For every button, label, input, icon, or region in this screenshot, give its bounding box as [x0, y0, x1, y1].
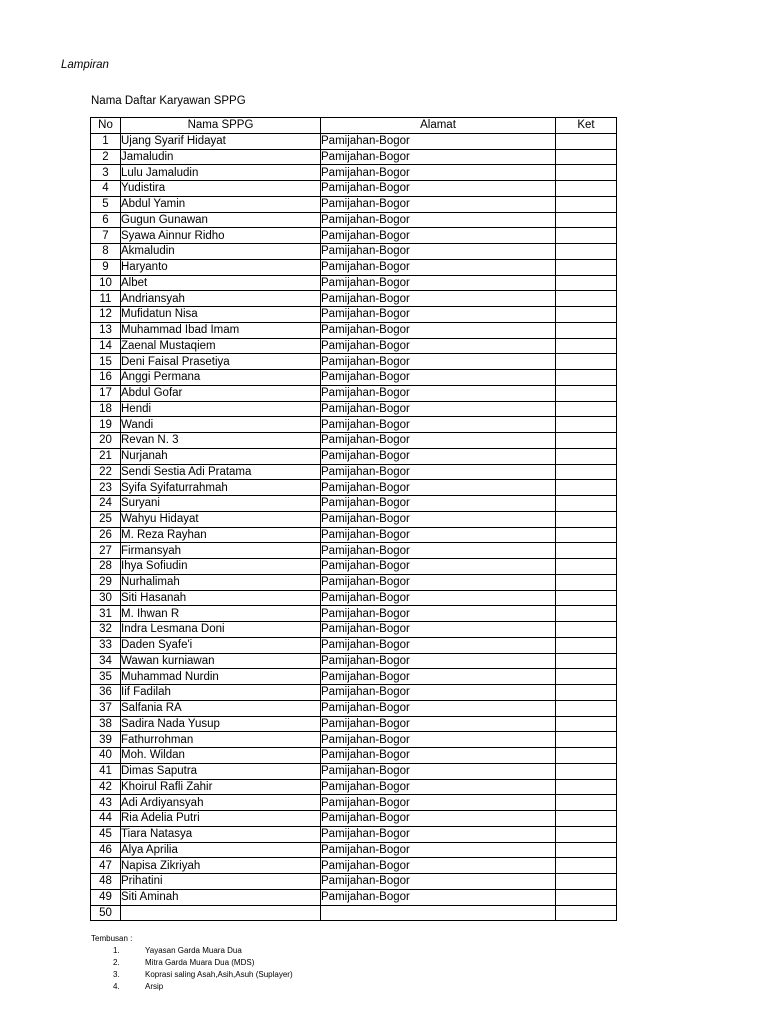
- tembusan-item: [91, 957, 293, 969]
- cell-no: 35: [91, 669, 121, 685]
- cell-no: 38: [91, 716, 121, 732]
- cell-address: Pamijahan-Bogor: [321, 732, 556, 748]
- cell-address: Pamijahan-Bogor: [321, 826, 556, 842]
- cell-address: Pamijahan-Bogor: [321, 590, 556, 606]
- table-row: [91, 259, 617, 275]
- cell-no: 32: [91, 622, 121, 638]
- table-row: [91, 165, 617, 181]
- cell-name: Sendi Sestia Adi Pratama: [121, 464, 321, 480]
- cell-name: Wandi: [121, 417, 321, 433]
- cell-address: Pamijahan-Bogor: [321, 370, 556, 386]
- cell-ket: [556, 811, 617, 827]
- table-row: [91, 622, 617, 638]
- cell-ket: [556, 559, 617, 575]
- cell-address: Pamijahan-Bogor: [321, 606, 556, 622]
- cell-no: 37: [91, 700, 121, 716]
- cell-address: Pamijahan-Bogor: [321, 511, 556, 527]
- column-header-name: Nama SPPG: [121, 118, 321, 134]
- cell-name: Dimas Saputra: [121, 763, 321, 779]
- cell-name: Lulu Jamaludin: [121, 165, 321, 181]
- cell-no: 9: [91, 259, 121, 275]
- cell-ket: [556, 196, 617, 212]
- cell-ket: [556, 244, 617, 260]
- cell-ket: [556, 716, 617, 732]
- cell-ket: [556, 133, 617, 149]
- cell-ket: [556, 669, 617, 685]
- cell-no: 7: [91, 228, 121, 244]
- cell-name: Daden Syafe'i: [121, 637, 321, 653]
- cell-no: 43: [91, 795, 121, 811]
- cell-ket: [556, 401, 617, 417]
- cell-no: 42: [91, 779, 121, 795]
- cell-address: Pamijahan-Bogor: [321, 322, 556, 338]
- cell-no: 33: [91, 637, 121, 653]
- cell-address: Pamijahan-Bogor: [321, 433, 556, 449]
- cell-name: Muhammad Nurdin: [121, 669, 321, 685]
- cell-address: Pamijahan-Bogor: [321, 779, 556, 795]
- cell-no: 12: [91, 307, 121, 323]
- cell-name: Syifa Syifaturrahmah: [121, 480, 321, 496]
- table-row: [91, 149, 617, 165]
- table-header-row: [91, 118, 617, 134]
- table-row: [91, 385, 617, 401]
- cell-no: 48: [91, 874, 121, 890]
- cell-name: Nurhalimah: [121, 574, 321, 590]
- cell-address: Pamijahan-Bogor: [321, 212, 556, 228]
- cell-no: 41: [91, 763, 121, 779]
- cell-no: 1: [91, 133, 121, 149]
- cell-name: Alya Aprilia: [121, 842, 321, 858]
- cell-ket: [556, 181, 617, 197]
- table-row: [91, 874, 617, 890]
- cell-no: 23: [91, 480, 121, 496]
- cell-name: Nurjanah: [121, 448, 321, 464]
- cell-address: Pamijahan-Bogor: [321, 622, 556, 638]
- cell-no: 15: [91, 354, 121, 370]
- table-row: [91, 307, 617, 323]
- cell-ket: [556, 826, 617, 842]
- table-row: [91, 858, 617, 874]
- table-row: [91, 889, 617, 905]
- cell-ket: [556, 748, 617, 764]
- cell-address: Pamijahan-Bogor: [321, 196, 556, 212]
- cell-ket: [556, 275, 617, 291]
- cell-address: Pamijahan-Bogor: [321, 417, 556, 433]
- table-row: [91, 543, 617, 559]
- table-row: [91, 244, 617, 260]
- cell-name: Haryanto: [121, 259, 321, 275]
- column-header-ket: Ket: [556, 118, 617, 134]
- cell-address: Pamijahan-Bogor: [321, 275, 556, 291]
- cell-ket: [556, 480, 617, 496]
- cell-name: Moh. Wildan: [121, 748, 321, 764]
- tembusan-item-text: Yayasan Garda Muara Dua: [145, 946, 242, 955]
- table-row: [91, 291, 617, 307]
- tembusan-item-number: 1.: [113, 946, 120, 955]
- cell-no: 26: [91, 527, 121, 543]
- cell-address: Pamijahan-Bogor: [321, 133, 556, 149]
- cell-ket: [556, 307, 617, 323]
- cell-name: Revan N. 3: [121, 433, 321, 449]
- cell-no: 16: [91, 370, 121, 386]
- table-row: [91, 685, 617, 701]
- tembusan-item-number: 2.: [113, 958, 120, 967]
- cell-address: Pamijahan-Bogor: [321, 448, 556, 464]
- cell-address: Pamijahan-Bogor: [321, 811, 556, 827]
- cell-ket: [556, 511, 617, 527]
- table-row: [91, 133, 617, 149]
- cell-address: Pamijahan-Bogor: [321, 527, 556, 543]
- table-row: [91, 732, 617, 748]
- cell-address: Pamijahan-Bogor: [321, 496, 556, 512]
- cell-ket: [556, 417, 617, 433]
- cell-name: Ujang Syarif Hidayat: [121, 133, 321, 149]
- table-row: [91, 795, 617, 811]
- table-row: [91, 590, 617, 606]
- cell-ket: [556, 259, 617, 275]
- cell-address: Pamijahan-Bogor: [321, 228, 556, 244]
- cell-no: 22: [91, 464, 121, 480]
- cell-address: Pamijahan-Bogor: [321, 181, 556, 197]
- cell-no: 11: [91, 291, 121, 307]
- cell-name: Deni Faisal Prasetiya: [121, 354, 321, 370]
- cell-name: Siti Hasanah: [121, 590, 321, 606]
- cell-ket: [556, 496, 617, 512]
- cell-name: Muhammad Ibad Imam: [121, 322, 321, 338]
- table-row: [91, 338, 617, 354]
- cell-name: Prihatini: [121, 874, 321, 890]
- cell-ket: [556, 685, 617, 701]
- cell-ket: [556, 905, 617, 921]
- cell-name: Iif Fadilah: [121, 685, 321, 701]
- cell-no: 18: [91, 401, 121, 417]
- cell-ket: [556, 763, 617, 779]
- cell-no: 36: [91, 685, 121, 701]
- table-row: [91, 181, 617, 197]
- cell-name: Sadira Nada Yusup: [121, 716, 321, 732]
- table-row: [91, 275, 617, 291]
- cell-no: 28: [91, 559, 121, 575]
- cell-no: 21: [91, 448, 121, 464]
- table-row: [91, 763, 617, 779]
- cell-ket: [556, 543, 617, 559]
- cell-ket: [556, 464, 617, 480]
- column-header-no: No: [91, 118, 121, 134]
- cell-no: 13: [91, 322, 121, 338]
- table-row: [91, 322, 617, 338]
- cell-no: 3: [91, 165, 121, 181]
- table-row: [91, 574, 617, 590]
- table-row: [91, 716, 617, 732]
- cell-name: Ria Adelia Putri: [121, 811, 321, 827]
- cell-ket: [556, 889, 617, 905]
- table-row: [91, 842, 617, 858]
- cell-address: Pamijahan-Bogor: [321, 763, 556, 779]
- tembusan-item-number: 3.: [113, 970, 120, 979]
- table-row: [91, 228, 617, 244]
- cell-name: Wawan kurniawan: [121, 653, 321, 669]
- cell-name: Yudistira: [121, 181, 321, 197]
- cell-ket: [556, 622, 617, 638]
- table-row: [91, 653, 617, 669]
- tembusan-item: [91, 945, 293, 957]
- cell-ket: [556, 291, 617, 307]
- cell-name: Albet: [121, 275, 321, 291]
- column-header-address: Alamat: [321, 118, 556, 134]
- cell-name: Zaenal Mustaqiem: [121, 338, 321, 354]
- table-row: [91, 511, 617, 527]
- cell-no: 46: [91, 842, 121, 858]
- cell-address: Pamijahan-Bogor: [321, 874, 556, 890]
- table-row: [91, 354, 617, 370]
- cell-name: Suryani: [121, 496, 321, 512]
- table-row: [91, 779, 617, 795]
- tembusan-list: [91, 945, 293, 993]
- cell-address: Pamijahan-Bogor: [321, 700, 556, 716]
- table-row: [91, 748, 617, 764]
- cell-ket: [556, 212, 617, 228]
- cell-address: Pamijahan-Bogor: [321, 795, 556, 811]
- tembusan-label: Tembusan :: [91, 934, 133, 943]
- cell-name: M. Reza Rayhan: [121, 527, 321, 543]
- tembusan-item-text: Koprasi saling Asah,Asih,Asuh (Suplayer): [145, 970, 293, 979]
- tembusan-item: [91, 981, 293, 993]
- cell-address: Pamijahan-Bogor: [321, 685, 556, 701]
- cell-address: Pamijahan-Bogor: [321, 401, 556, 417]
- cell-ket: [556, 354, 617, 370]
- cell-name: Hendi: [121, 401, 321, 417]
- cell-name: Syawa Ainnur Ridho: [121, 228, 321, 244]
- cell-name: Khoirul Rafli Zahir: [121, 779, 321, 795]
- table-row: [91, 811, 617, 827]
- cell-name: Siti Aminah: [121, 889, 321, 905]
- cell-no: 17: [91, 385, 121, 401]
- table-row: [91, 606, 617, 622]
- employee-table: [90, 117, 617, 921]
- tembusan-item: [91, 969, 293, 981]
- cell-no: 47: [91, 858, 121, 874]
- table-row: [91, 496, 617, 512]
- cell-name: Firmansyah: [121, 543, 321, 559]
- cell-address: [321, 905, 556, 921]
- cell-ket: [556, 700, 617, 716]
- lampiran-label: Lampiran: [61, 59, 109, 71]
- cell-ket: [556, 795, 617, 811]
- cell-name: Andriansyah: [121, 291, 321, 307]
- table-row: [91, 401, 617, 417]
- tembusan-item-text: Mitra Garda Muara Dua (MDS): [145, 958, 255, 967]
- cell-no: 25: [91, 511, 121, 527]
- tembusan-item-number: 4.: [113, 982, 120, 991]
- cell-name: Indra Lesmana Doni: [121, 622, 321, 638]
- cell-ket: [556, 732, 617, 748]
- cell-no: 8: [91, 244, 121, 260]
- cell-no: 34: [91, 653, 121, 669]
- cell-ket: [556, 433, 617, 449]
- cell-name: [121, 905, 321, 921]
- cell-no: 6: [91, 212, 121, 228]
- cell-no: 39: [91, 732, 121, 748]
- cell-address: Pamijahan-Bogor: [321, 748, 556, 764]
- cell-name: Napisa Zikriyah: [121, 858, 321, 874]
- cell-no: 4: [91, 181, 121, 197]
- cell-no: 40: [91, 748, 121, 764]
- cell-address: Pamijahan-Bogor: [321, 338, 556, 354]
- cell-ket: [556, 779, 617, 795]
- cell-no: 10: [91, 275, 121, 291]
- cell-name: Akmaludin: [121, 244, 321, 260]
- cell-address: Pamijahan-Bogor: [321, 574, 556, 590]
- table-row: [91, 448, 617, 464]
- cell-ket: [556, 385, 617, 401]
- cell-name: Adi Ardiyansyah: [121, 795, 321, 811]
- tembusan-item-text: Arsip: [145, 982, 164, 991]
- cell-ket: [556, 874, 617, 890]
- cell-no: 5: [91, 196, 121, 212]
- cell-ket: [556, 149, 617, 165]
- cell-no: 45: [91, 826, 121, 842]
- cell-ket: [556, 228, 617, 244]
- table-row: [91, 370, 617, 386]
- cell-ket: [556, 165, 617, 181]
- cell-ket: [556, 527, 617, 543]
- cell-ket: [556, 858, 617, 874]
- cell-name: Tiara Natasya: [121, 826, 321, 842]
- cell-no: 2: [91, 149, 121, 165]
- cell-ket: [556, 448, 617, 464]
- cell-address: Pamijahan-Bogor: [321, 307, 556, 323]
- table-row: [91, 212, 617, 228]
- cell-name: Gugun Gunawan: [121, 212, 321, 228]
- cell-no: 50: [91, 905, 121, 921]
- cell-address: Pamijahan-Bogor: [321, 244, 556, 260]
- cell-ket: [556, 574, 617, 590]
- cell-address: Pamijahan-Bogor: [321, 653, 556, 669]
- tembusan-section: [91, 933, 293, 993]
- cell-name: Wahyu Hidayat: [121, 511, 321, 527]
- cell-address: Pamijahan-Bogor: [321, 354, 556, 370]
- cell-name: Abdul Gofar: [121, 385, 321, 401]
- cell-address: Pamijahan-Bogor: [321, 559, 556, 575]
- table-row: [91, 464, 617, 480]
- cell-ket: [556, 590, 617, 606]
- cell-name: Mufidatun Nisa: [121, 307, 321, 323]
- table-row: [91, 433, 617, 449]
- table-row: [91, 196, 617, 212]
- table-row: [91, 559, 617, 575]
- cell-address: Pamijahan-Bogor: [321, 149, 556, 165]
- cell-ket: [556, 653, 617, 669]
- cell-name: Ihya Sofiudin: [121, 559, 321, 575]
- cell-address: Pamijahan-Bogor: [321, 669, 556, 685]
- table-row: [91, 905, 617, 921]
- cell-no: 20: [91, 433, 121, 449]
- cell-no: 44: [91, 811, 121, 827]
- cell-no: 30: [91, 590, 121, 606]
- cell-address: Pamijahan-Bogor: [321, 291, 556, 307]
- cell-name: Jamaludin: [121, 149, 321, 165]
- table-row: [91, 637, 617, 653]
- cell-no: 24: [91, 496, 121, 512]
- cell-ket: [556, 842, 617, 858]
- cell-name: Fathurrohman: [121, 732, 321, 748]
- cell-address: Pamijahan-Bogor: [321, 858, 556, 874]
- cell-address: Pamijahan-Bogor: [321, 637, 556, 653]
- table-row: [91, 480, 617, 496]
- cell-no: 49: [91, 889, 121, 905]
- table-row: [91, 700, 617, 716]
- cell-address: Pamijahan-Bogor: [321, 165, 556, 181]
- cell-name: Abdul Yamin: [121, 196, 321, 212]
- cell-ket: [556, 637, 617, 653]
- cell-no: 19: [91, 417, 121, 433]
- document-title: Nama Daftar Karyawan SPPG: [91, 95, 246, 107]
- table-body: [91, 133, 617, 921]
- table-row: [91, 527, 617, 543]
- cell-address: Pamijahan-Bogor: [321, 385, 556, 401]
- table-row: [91, 669, 617, 685]
- cell-name: M. Ihwan R: [121, 606, 321, 622]
- cell-address: Pamijahan-Bogor: [321, 889, 556, 905]
- cell-no: 14: [91, 338, 121, 354]
- cell-name: Anggi Permana: [121, 370, 321, 386]
- cell-ket: [556, 606, 617, 622]
- cell-address: Pamijahan-Bogor: [321, 842, 556, 858]
- cell-no: 31: [91, 606, 121, 622]
- cell-ket: [556, 322, 617, 338]
- cell-name: Salfania RA: [121, 700, 321, 716]
- cell-address: Pamijahan-Bogor: [321, 716, 556, 732]
- cell-ket: [556, 370, 617, 386]
- cell-ket: [556, 338, 617, 354]
- cell-no: 27: [91, 543, 121, 559]
- cell-no: 29: [91, 574, 121, 590]
- table-row: [91, 826, 617, 842]
- cell-address: Pamijahan-Bogor: [321, 464, 556, 480]
- cell-address: Pamijahan-Bogor: [321, 543, 556, 559]
- cell-address: Pamijahan-Bogor: [321, 480, 556, 496]
- cell-address: Pamijahan-Bogor: [321, 259, 556, 275]
- table-row: [91, 417, 617, 433]
